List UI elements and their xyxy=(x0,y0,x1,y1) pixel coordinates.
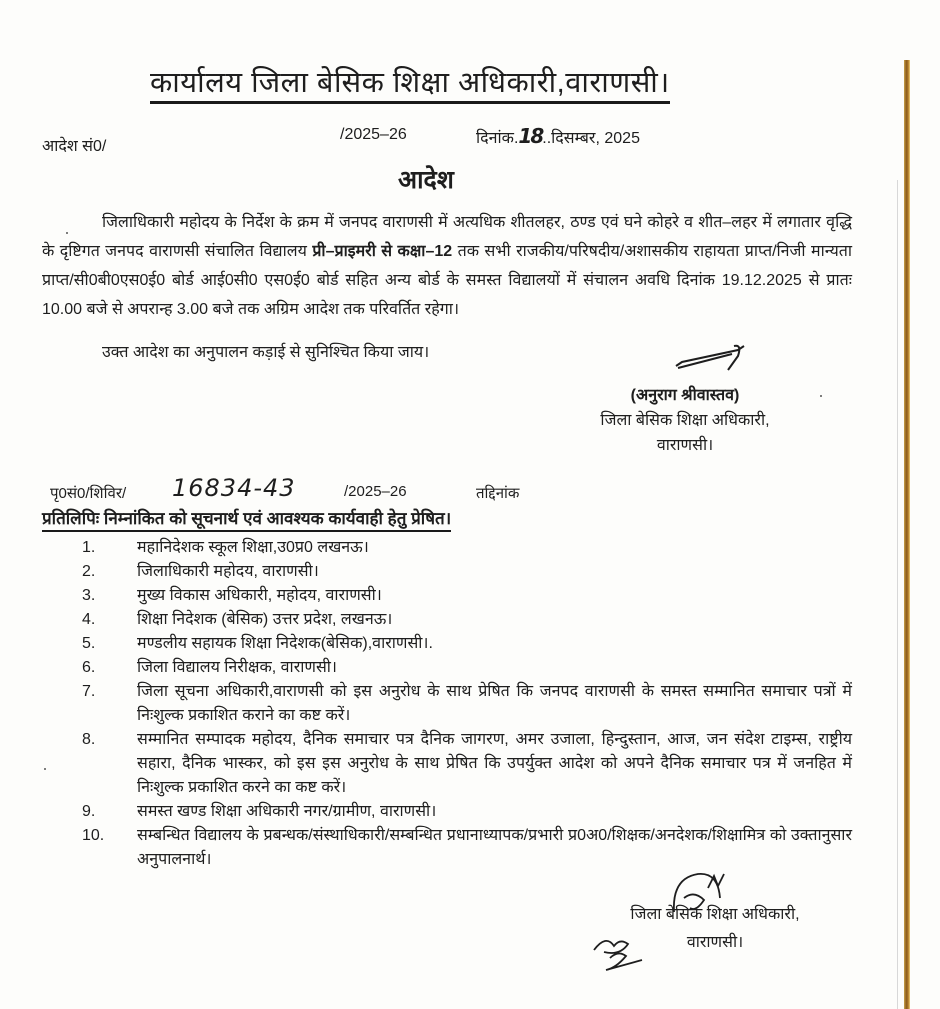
list-item: 6. जिला विद्यालय निरीक्षक, वाराणसी। xyxy=(82,659,337,676)
copy-to-heading: प्रतिलिपिः निम्नांकित को सूचनार्थ एवं आवश्यक कार्यवाही हेतु प्रेषित। xyxy=(42,508,451,532)
date-suffix: ..दिसम्बर, 2025 xyxy=(542,130,640,147)
page-fold-line xyxy=(897,180,898,1009)
list-item: 4. शिक्षा निदेशक (बेसिक) उत्तर प्रदेश, लखनऊ। xyxy=(82,611,393,628)
endorsement-date-label: तद्दिनांक xyxy=(476,485,520,502)
scan-speck xyxy=(820,395,822,397)
office-title: कार्यालय जिला बेसिक शिक्षा अधिकारी,वाराणसी। xyxy=(150,66,670,104)
body-text-2: तक सभी राजकीय/परिषदीय/अशासकीय राहायता प्राप्त/निजी मान्यता प्राप्त/सी0बी0एस0ई0 बोर्ड आई0सी0 एस0ई0 बोर्ड सहित अन्य बोर्ड के समस्त विद्यालयों में संचालन अवधि दिनांक 19.12.2025 से प्रातः 10.00 बजे से अपरान्ह 3.00 बजे तक अग्रिम आदेश तक परिवर्तित रहेगा। xyxy=(42,243,852,318)
signatory-designation: जिला बेसिक शिक्षा अधिकारी, xyxy=(600,412,770,429)
list-item: 1. महानिदेशक स्कूल शिक्षा,उ0प्र0 लखनऊ। xyxy=(82,539,369,556)
signatory-name: (अनुराग श्रीवास्तव) xyxy=(630,387,740,404)
order-session: /2025–26 xyxy=(340,126,407,143)
endorsement-ref-label: पृ0सं0/शिविर/ xyxy=(50,485,127,502)
final-signatory-block xyxy=(605,901,825,957)
list-item: 8. सम्मानित सम्पादक महोदय, दैनिक समाचार पत्र दैनिक जागरण, अमर उजाला, हिन्दुस्तान, आज, जन संदेश टाइम्स, राष्ट्रीय सहारा, दैनिक भास्कर, को इस इस अनुरोध के साथ प्रेषित कि उपर्युक्त आदेश को अपने दैनिक समाचार पत्र में जनहित में निःशुल्क प्रकाशित करने का कष्ट करें। xyxy=(82,731,852,796)
body-text-1: जिलाधिकारी महोदय के निर्देश के क्रम में जनपद वाराणसी में अत्यधिक शीतलहर, ठण्ड एवं घने कोहरे व शीत–लहर में लगातार वृद्धि के दृष्टिगत जनपद वाराणसी संचालित विद्यालय xyxy=(42,214,852,260)
order-body-paragraph xyxy=(42,208,852,324)
signatory-place: वाराणसी। xyxy=(656,437,714,454)
endorsement-ref-handwritten: 16834-43 xyxy=(172,474,296,502)
final-signatory-designation: जिला बेसिक शिक्षा अधिकारी, xyxy=(630,906,800,923)
list-item: 7. जिला सूचना अधिकारी,वाराणसी को इस अनुरोध के साथ प्रेषित कि जनपद वाराणसी के समस्त सम्मानित समाचार पत्रों में निःशुल्क प्रकाशित कराने का कष्ट करें। xyxy=(82,683,852,724)
signatory-block xyxy=(595,383,775,458)
list-item: 2. जिलाधिकारी महोदय, वाराणसी। xyxy=(82,563,319,580)
list-item: 10. सम्बन्धित विद्यालय के प्रबन्धक/संस्थाधिकारी/सम्बन्धित प्रधानाध्यापक/प्रभारी प्र0अ0/शिक्षक/अनदेशक/शिक्षामित्र को उक्तानुसार अनुपालनार्थ। xyxy=(82,827,852,868)
list-item: 5. मण्डलीय सहायक शिक्षा निदेशक(बेसिक),वाराणसी।. xyxy=(82,635,433,652)
order-heading: आदेश xyxy=(398,166,454,194)
order-number-label: आदेश सं0/ xyxy=(42,138,107,155)
scan-speck xyxy=(44,768,46,770)
compliance-paragraph: उक्त आदेश का अनुपालन कड़ाई से सुनिश्चित किया जाय। xyxy=(102,344,430,361)
signature-scribble-icon xyxy=(672,342,752,372)
recipient-list xyxy=(42,536,852,872)
list-item: 3. मुख्य विकास अधिकारी, महोदय, वाराणसी। xyxy=(82,587,382,604)
order-date xyxy=(476,124,640,148)
body-text-bold: प्री–प्राइमरी से कक्षा–12 xyxy=(312,243,453,260)
date-prefix: दिनांक. xyxy=(476,130,519,147)
endorsement-session: /2025–26 xyxy=(344,483,407,500)
date-handwritten: 18 xyxy=(518,124,543,148)
page-edge-strip xyxy=(904,60,910,1009)
list-item: 9. समस्त खण्ड शिक्षा अधिकारी नगर/ग्रामीण, वाराणसी। xyxy=(82,803,437,820)
final-signatory-place: वाराणसी। xyxy=(686,934,744,951)
scan-speck xyxy=(66,232,68,234)
